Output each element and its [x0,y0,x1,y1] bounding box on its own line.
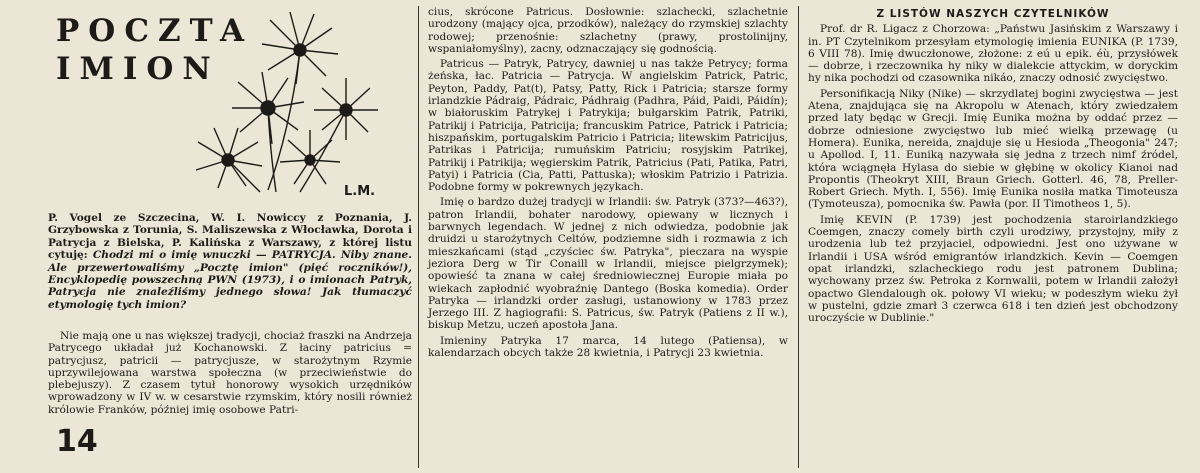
column-2-paragraph: Imię o bardzo dużej tradycji w Irlandii: św. Patryk (373?—463?), patron Irlandii, bohater narodowy, opiewany w licznych i barwnych legendach. W jednej z nich odwiedza, podobnie jak druidzi u starożytnych Celtów, podziemne sidh i rozmawia z ich mieszkańcami (stąd „czyściec św. Patryka", pieczara na wyspie jeziora Derg w Tir Conaill w Irlandii, miejsce pielgrzymek); opowieść ta znana w całej średniowiecznej Europie miała po wiekach zapłodnić wyobraźnię Dantego (Boska komedia). Order Patryka — irlandzki order zasługi, ustanowiony w 1783 przez Jerzego III. Z hagiografii: S. Patricus, św. Patryk (Patiens z II w.), biskup Metzu, uczeń apostoła Jana. [428,196,788,332]
column-2 [428,6,788,362]
column-1-body [48,330,412,416]
letter-paragraph: Prof. dr R. Ligacz z Chorzowa: „Państwu Jasińskim z Warszawy i in. PT Czytelnikom przesyłam etymologię imienia EUNIKA (P. 1739, 6 VIII 78). Imię dwuczłonowe, złożone: z eú u epik. éù, przysłówek — dobrze, i rzeczownika hy niky w dialekcie attyckim, w doryckim hy nika pochodzi od czasownika nikáo, znaczy odnosić zwycięstwo. [808,23,1178,85]
intro-paragraph [48,212,412,311]
intro-authors: P. Vogel ze Szczecina, W. I. Nowiccy z Poznania, J. Grzybowska z Torunia, S. Maliszewska z Włocławka, Dorota i Patrycja z Bielska, P. Kalińska z Warszawy, z której listu cytuję: [48,212,412,262]
letter-paragraph: Personifikacją Niky (Nike) — skrzydlatej bogini zwycięstwa — jest Atena, znajdująca się na Akropolu w Atenach, który zwiedzałem przed laty będąc w Grecji. Imię Eunika można by oddać przez — dobrze odniesione zwycięstwo lub mieć wielką przewagę (u Homera). Eunika, nereida, znajduje się u Hesioda „Theogonia" 247; u Apollod. I, 11. Euniką nazywała się jedna z trzech nimf źródel, która wciągnęła Hylasa do siebie w głębinę w okolicy Kianoi nad Propontis (Theokryt XIII, Braun Griech. Gotterl. 46, 78, Preller-Robert Griech. Myth. I, 556). Imię Eunika nosiła matka Timoteusza (Tymoteusza), pomocnika św. Pawła (por. II Timotheos 1, 5). [808,87,1178,211]
column-divider-1 [418,6,419,468]
page-number: 14 [56,424,98,459]
column-1-paragraph: Nie mają one u nas większej tradycji, chociaż fraszki na Andrzeja Patrycego układał już Kochanowski. Z łaciny patricius = patrycjusz, patricii — patrycjusze, w starożytnym Rzymie uprzywilejowana warstwa społeczna (w przeciwieństwie do plebejuszy). Z czasem tytuł honorowy wysokich urzędników wprowadzony w IV w. w cesarstwie rzymskim, który nosili również królowie Franków, później imię osobowe Patri- [48,330,412,416]
intro-quote: Chodzi mi o imię wnuczki — PATRYCJA. Niby znane. Ale przewertowaliśmy „Pocztę imion" (pięć roczników!), Encyklopedię powszechną PWN (1973), i o imionach Patryk, Patrycja nie znaleźliśmy jednego słowa! Jak tłumaczyć etymologię tych imion? [48,249,412,311]
title-line-2: IMION [56,51,220,87]
column-3 [808,8,1178,327]
column-2-paragraph: Patricus — Patryk, Patrycy, dawniej u nas także Petrycy; forma żeńska, łac. Patricia — Patrycja. W angielskim Patrick, Patric, Peyton, Paddy, Pat(t), Patsy, Patty, Rick i Patricia; starsze formy irlandzkie Pádraig, Pádraic, Pádhraig (Padhra, Páid, Paidi, Páidín); w białoruskim Patrykej i Patrykija; bułgarskim Patrik, Patriki, Patrikij i Patricija, Patricija; francuskim Patrice, Patrick i Patricia; hiszpańskim, portugalskim Patricio i Patricia; litewskim Patricijus, Patrikas i Patricija; rumuńskim Patriciu; rosyjskim Patrikej, Patrikij i Patrikija; węgierskim Patrik, Patricius (Pati, Patika, Patri, Patyi) i Patricia (Cia, Patti, Pattuska); włoskim Patrizio i Patrizia. Podobne formy w pokrewnych językach. [428,58,788,194]
column-divider-2 [798,6,799,468]
column-2-paragraph: Imieniny Patryka 17 marca, 14 lutego (Patiensa), w kalendarzach obcych także 28 kwietnia, i Patrycji 23 kwietnia. [428,334,788,360]
author-initials: L.M. [344,184,376,199]
letter-paragraph: Imię KEVIN (P. 1739) jest pochodzenia staroirlandzkiego Coemgen, znaczy comely birth czyli urodziwy, przystojny, miły z urodzenia lub też przyjaciel, odpowiedni. Jest ono używane w Irlandii i USA wśród emigrantów irlandzkich. Kevin — Coemgen opat irlandzki, szlacheckiego rodu jest patronem Dublina; wychowany przez św. Petroka z Kornwalii, potem w Irlandii założył opactwo Glendalough ok. połowy VI wieku; w podeszłym wieku żył w pustelni, gdzie zmarł 3 czerwca 618 i ten dzień jest obchodzony uroczyście w Dublinie." [808,213,1178,325]
dandelion-illustration [150,10,400,195]
letters-heading: Z LISTÓW NASZYCH CZYTELNIKÓW [876,8,1110,20]
title-line-1: POCZTA [56,13,254,49]
column-2-paragraph: cius, skrócone Patricus. Dosłownie: szlachecki, szlachetnie urodzony (mający ojca, przodków), należący do rzymskiej szlachty rodowej; przenośnie: szlachetny (prawy, prostolinijny, wspaniałomyślny), zacny, odznaczający się godnością. [428,6,788,55]
